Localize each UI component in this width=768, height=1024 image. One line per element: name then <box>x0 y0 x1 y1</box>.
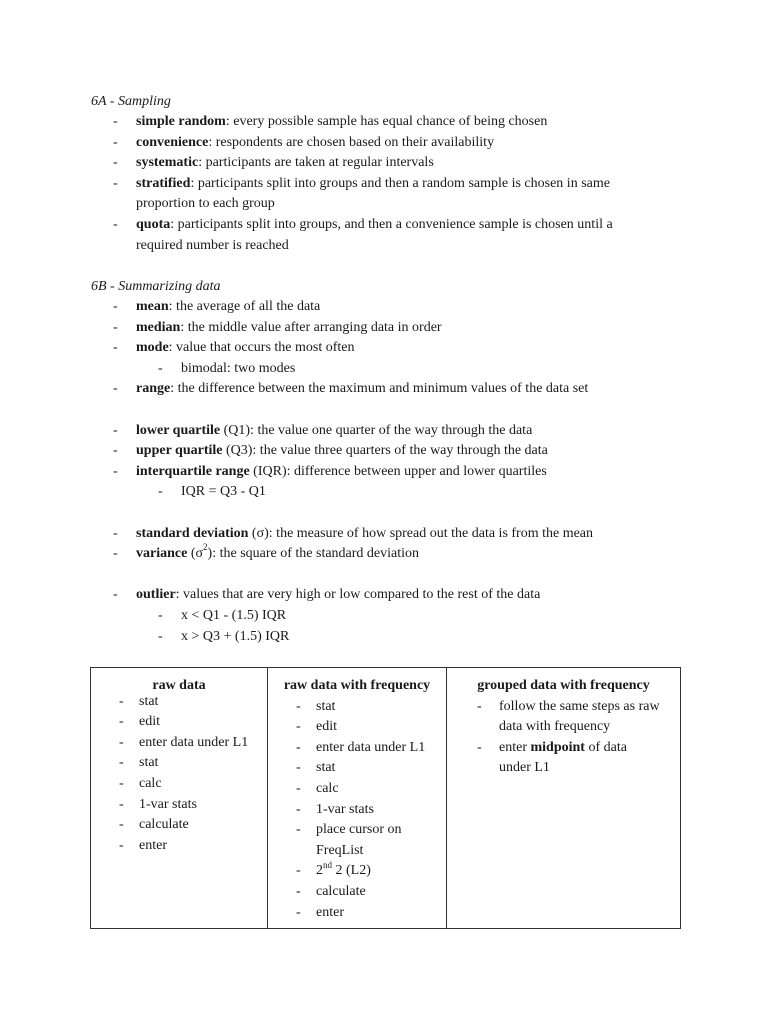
column-title: raw data with frequency <box>283 678 431 693</box>
spacer <box>0 400 656 421</box>
list-item: - mean: the average of all the data <box>113 299 321 314</box>
table-cell-raw-data-frequency <box>268 668 447 929</box>
spacer <box>0 503 656 524</box>
list-item: - 1-var stats <box>119 796 197 812</box>
sub-list-item: - IQR = Q3 - Q1 <box>158 484 266 500</box>
list-item: - edit <box>119 714 160 730</box>
list-item: - calculate <box>296 883 366 899</box>
steps-list <box>451 697 676 779</box>
list-item: - median: the middle value after arranging data in order <box>113 319 442 335</box>
heading-6b: 6B - Summarizing data <box>91 279 221 294</box>
table-cell-raw-data <box>91 668 268 929</box>
list-item: - calculate <box>119 817 189 833</box>
list-item: - convenience: respondents are chosen based on their availability <box>113 134 495 150</box>
list-item: - simple random: every possible sample has equal chance of being chosen <box>113 114 548 129</box>
list-item: - outlier: values that are very high or low compared to the rest of the data <box>113 587 541 603</box>
list-item: - enter <box>296 904 344 920</box>
list-item: - interquartile range (IQR): difference between upper and lower quartiles <box>113 463 547 479</box>
sub-list-item: - bimodal: two modes <box>158 360 296 376</box>
list-item: - enter <box>119 837 167 853</box>
list-item: - variance $(\sigma^2)$: the square of the standard deviation <box>113 542 420 562</box>
sub-list-item: - x > Q3 + (1.5) IQR <box>158 628 290 644</box>
sub-list-item: - x < Q1 - (1.5) IQR <box>158 607 287 623</box>
list-item: - 2nd 2 (L2) <box>296 859 371 879</box>
sampling-list <box>0 112 656 256</box>
list-item: - quota: participants split into groups, and then a convenience sample is chosen until a required number is reached <box>113 216 613 253</box>
list-item: - calc <box>296 780 339 796</box>
list-item: - stratified: participants split into groups and then a random sample is chosen in same proportion to each group <box>113 175 610 212</box>
column-title: grouped data with frequency <box>477 678 650 693</box>
list-item: - 1-var stats <box>296 801 374 817</box>
list-item: - enter data under L1 <box>296 739 426 755</box>
table-cell-grouped-data <box>447 668 681 929</box>
calculator-steps-table <box>90 667 681 929</box>
spacer <box>0 565 656 586</box>
steps-list <box>95 692 263 857</box>
list-item: - upper quartile (Q3): the value three quarters of the way through the data <box>113 443 548 459</box>
list-item: - stat <box>296 698 336 714</box>
list-item: - edit <box>296 719 337 735</box>
list-item: - stat <box>119 755 159 771</box>
list-item: - place cursor on FreqList <box>296 822 402 858</box>
summary-list <box>0 297 701 647</box>
list-item: - systematic: participants are taken at regular intervals <box>113 155 434 171</box>
heading-6a: 6A - Sampling <box>91 94 171 109</box>
list-item: - calc <box>119 775 162 791</box>
list-item: - lower quartile (Q1): the value one quarter of the way through the data <box>113 422 533 438</box>
list-item: - enter data under L1 <box>119 734 249 750</box>
list-item: - follow the same steps as raw data with frequency <box>477 698 660 735</box>
list-item: - enter midpoint of data under L1 <box>477 739 627 776</box>
steps-list <box>272 697 442 924</box>
list-item: - stat <box>296 760 336 776</box>
list-item: - standard deviation (σ): the measure of how spread out the data is from the mean <box>113 525 594 541</box>
list-item: - mode: value that occurs the most often <box>113 340 355 356</box>
list-item: - range: the difference between the maximum and minimum values of the data set <box>113 381 589 397</box>
list-item: - stat <box>119 693 159 709</box>
column-title: raw data <box>152 678 206 693</box>
